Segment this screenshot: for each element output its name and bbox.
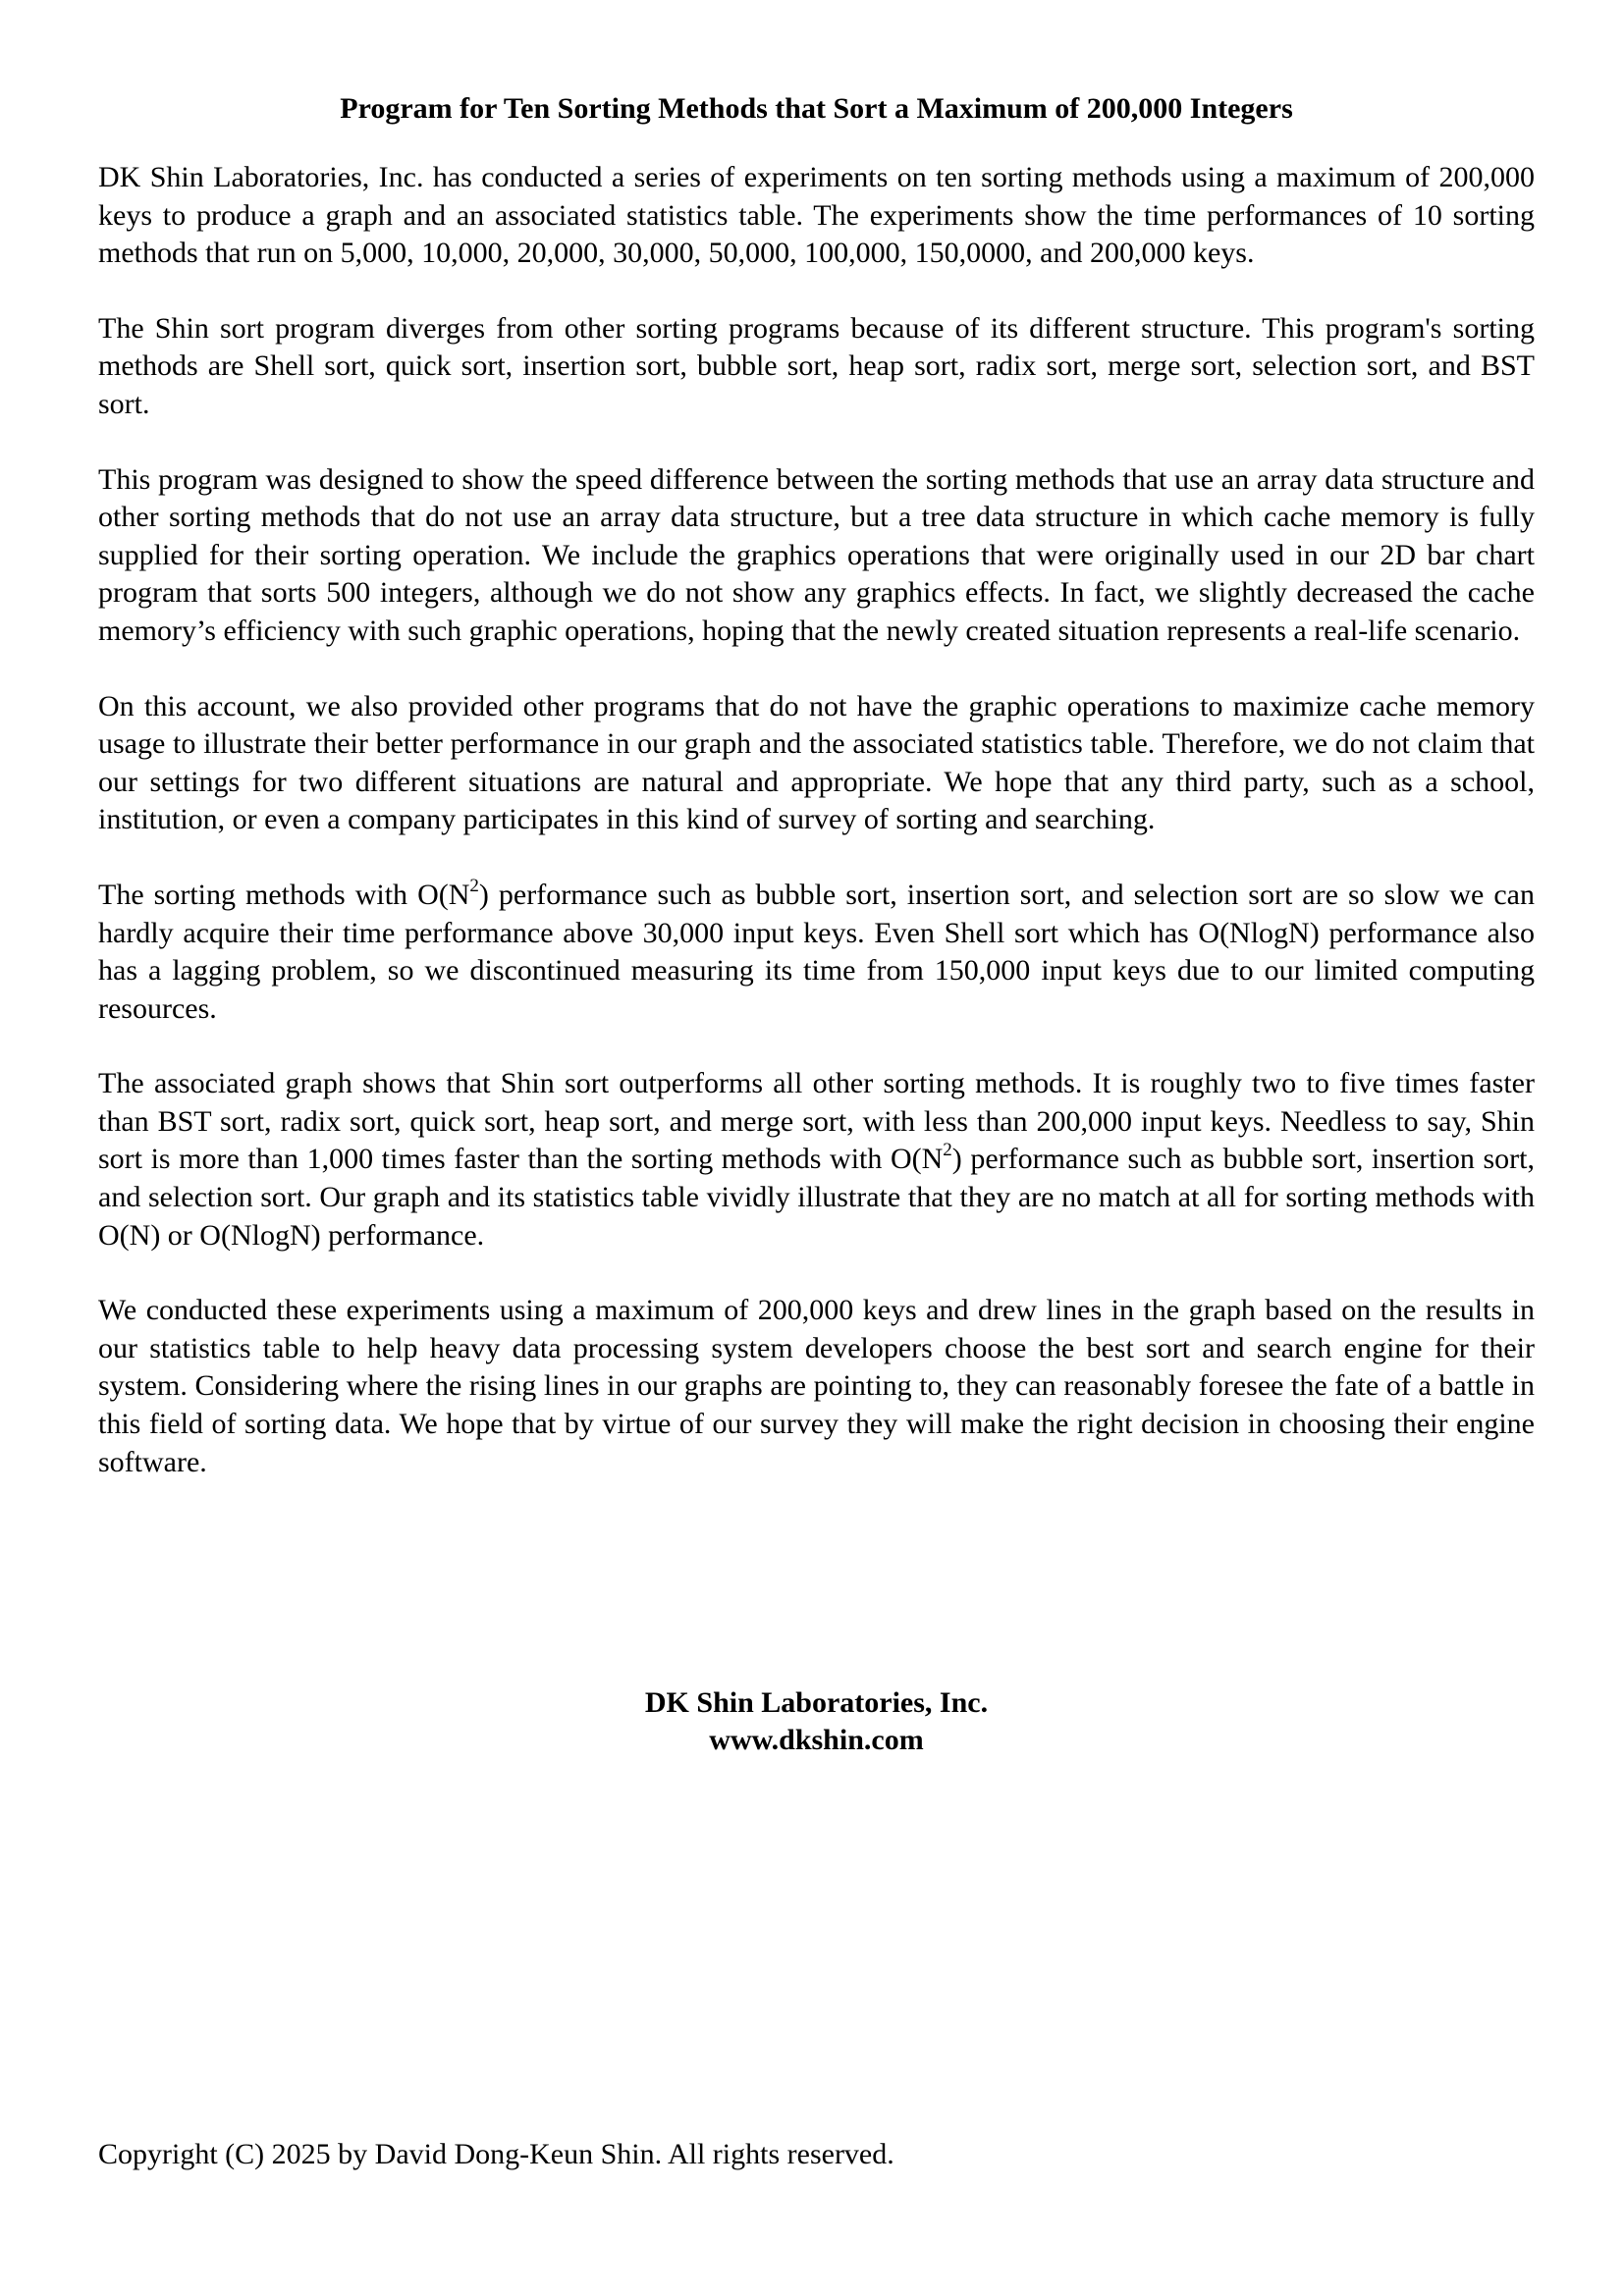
copyright-notice: Copyright (C) 2025 by David Dong-Keun Shin. All rights reserved.	[98, 2138, 894, 2170]
superscript: 2	[469, 875, 479, 896]
superscript: 2	[943, 1140, 952, 1161]
paragraph-account: On this account, we also provided other programs that do not have the graphic operations to maximize cache memory usage to illustrate their better performance in our graph and the associated statistics table. Therefore, we do not claim that our settings for two different situations are natural and appropriate. We hope that any third party, such as a school, institution, or even a company participates in this kind of survey of sorting and searching.	[98, 689, 1535, 836]
company-website: www.dkshin.com	[709, 1724, 924, 1756]
paragraph-design: This program was designed to show the speed difference between the sorting methods that use an array data structure and other sorting methods that do not use an array data structure, but a tree data structure in which cache memory is fully supplied for their sorting operation. We include the graphics operations that were originally used in our 2D bar chart program that sorts 500 integers, although we do not show any graphics effects. In fact, we slightly decreased the cache memory’s efficiency with such graphic operations, hoping that the newly created situation represents a real-life scenario.	[98, 462, 1535, 647]
paragraph-graph-part1: The associated graph shows that Shin sort outperforms all other sorting methods. It is roughly two to five times faster than BST sort, radix sort, quick sort, heap sort, and merge sort, with less than 200,000 input keys. Needless to say, Shin sort is more than 1,000 times faster than the sorting methods with O(N	[98, 1067, 1535, 1176]
document-body	[98, 90, 1535, 1519]
paragraph-complexity-part2: ) performance such as bubble sort, insertion sort, and selection sort are so slow we can hardly acquire their time performance above 30,000 input keys. Even Shell sort which has O(NlogN) performance also has a lagging problem, so we discontinued measuring its time from 150,000 input keys due to our limited computing resources.	[98, 878, 1535, 1025]
paragraph-complexity-part1: The sorting methods with O(N	[98, 878, 470, 911]
paragraph-structure: The Shin sort program diverges from other sorting programs because of its different structure. This program's sorting methods are Shell sort, quick sort, insertion sort, bubble sort, heap sort, radix sort, merge sort, selection sort, and BST sort.	[98, 311, 1535, 420]
paragraph-complexity	[98, 877, 1535, 1028]
company-name: DK Shin Laboratories, Inc.	[644, 1686, 989, 1719]
paragraph-intro: DK Shin Laboratories, Inc. has conducted a series of experiments on ten sorting methods using a maximum of 200,000 keys to produce a graph and an associated statistics table. The experiments show the time performances of 10 sorting methods that run on 5,000, 10,000, 20,000, 30,000, 50,000, 100,000, 150,0000, and 200,000 keys.	[98, 161, 1535, 270]
paragraph-graph	[98, 1065, 1535, 1255]
paragraph-conclusion: We conducted these experiments using a maximum of 200,000 keys and drew lines in the graph based on the results in our statistics table to help heavy data processing system developers choose the best sort and search engine for their system. Considering where the rising lines in our graphs are pointing to, they can reasonably foresee the fate of a battle in this field of sorting data. We hope that by virtue of our survey they will make the right decision in choosing their engine software.	[98, 1294, 1535, 1478]
paragraph-graph-part2: ) performance such as bubble sort, insertion sort, and selection sort. Our graph and its statistics table vividly illustrate that they are no match at all for sorting methods with O(N) or O(NlogN) performance.	[98, 1143, 1535, 1252]
page-title: Program for Ten Sorting Methods that Sort a Maximum of 200,000 Integers	[340, 92, 1293, 125]
signature-block	[98, 1684, 1535, 1759]
